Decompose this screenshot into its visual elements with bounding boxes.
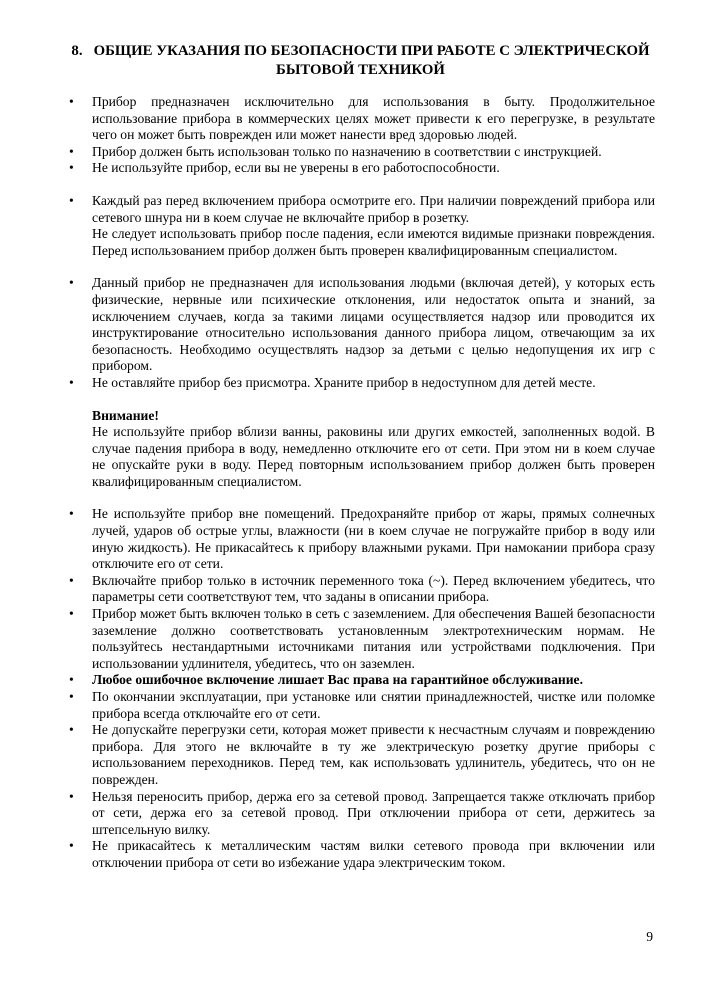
bullet-marker: •	[69, 275, 74, 291]
attention-block	[66, 408, 655, 491]
item-text	[92, 689, 655, 722]
item-text	[92, 573, 655, 606]
bullet-marker: •	[69, 722, 74, 738]
item-text	[92, 160, 655, 177]
paragraph: Каждый раз перед включением прибора осмотрите его. При наличии повреждений прибора или сетевого шнура ни в коем случае не включайте прибор в розетку.	[92, 192, 655, 225]
list-item	[66, 573, 655, 606]
section-title	[66, 42, 655, 80]
list-item	[66, 506, 655, 572]
item-text	[92, 722, 655, 788]
item-text	[92, 275, 655, 375]
paragraph: Не следует использовать прибор после падения, если имеются видимые признаки повреждения. Перед использованием прибор должен быть проверен квалифицированным специалистом.	[92, 226, 655, 258]
bullet-marker: •	[69, 160, 74, 176]
bullet-marker: •	[69, 689, 74, 704]
item-text	[92, 506, 655, 572]
list-item	[66, 193, 655, 259]
bullet-marker: •	[69, 94, 74, 109]
bullet-marker: •	[69, 143, 74, 159]
bullet-marker: •	[69, 672, 74, 688]
list-item	[66, 838, 655, 871]
paragraph: Данный прибор не предназначен для использования людьми (включая детей), у которых есть физические, нервные или психические отклонения, или недостаток опыта и знаний, за исключением случаев, когда за такими лицами осуществляется надзор или проводится их инструктирование относительно использования данного прибора лицом, отвечающим за их безопасность. Необходимо осуществлять надзор за детьми с целью недопущения их игр с прибором.	[92, 275, 655, 374]
item-text	[92, 144, 655, 161]
item-text	[92, 193, 655, 259]
list-item	[66, 789, 655, 839]
list-item	[66, 144, 655, 161]
paragraph: Не оставляйте прибор без присмотра. Храните прибор в недоступном для детей месте.	[92, 374, 596, 390]
page-number: 9	[646, 929, 653, 945]
paragraph: Прибор должен быть использован только по назначению в соответствии с инструкцией.	[92, 143, 602, 159]
list-item	[66, 606, 655, 672]
list-item	[66, 689, 655, 722]
item-text	[92, 606, 655, 672]
paragraph: Нельзя переносить прибор, держа его за сетевой провод. Запрещается также отключать прибор от сети, держа его за сетевой провод. При отключении прибора от сети, держитесь за штепсельную вилку.	[92, 788, 655, 837]
item-text	[92, 375, 655, 392]
list-item	[66, 275, 655, 375]
paragraph: По окончании эксплуатации, при установке или снятии принадлежностей, чистке или поломке прибора всегда отключайте его от сети.	[92, 689, 655, 721]
paragraph: Прибор предназначен исключительно для использования в быту. Продолжительное использование прибора в коммерческих целях может привести к его перегрузке, в результате чего он может быть поврежден или может нанести вред здоровью людей.	[92, 94, 655, 143]
paragraph: Включайте прибор только в источник переменного тока (~). Перед включением убедитесь, что параметры сети соответствуют тем, что заданы в описании прибора.	[92, 572, 655, 605]
list-item	[66, 94, 655, 144]
bullet-marker: •	[69, 572, 74, 588]
bullet-marker: •	[69, 838, 74, 854]
paragraph: Не используйте прибор, если вы не уверены в его работоспособности.	[92, 160, 500, 176]
paragraph: Не прикасайтесь к металлическим частям вилки сетевого провода при включении или отключении прибора от сети во избежание удара электрическим током.	[92, 838, 655, 870]
attention-heading: Внимание!	[92, 407, 159, 423]
bullet-marker: •	[69, 374, 74, 390]
paragraph: Не допускайте перегрузки сети, которая может привести к несчастным случаям и повреждению прибора. Для этого не включайте в ту же электрическую розетку другие приборы с использованием переходников. Перед тем, как использовать удлинитель, убедитесь, что он не поврежден.	[92, 722, 655, 787]
list-item	[66, 672, 655, 689]
list-item	[66, 160, 655, 177]
list-item	[66, 375, 655, 392]
content-list	[66, 94, 655, 872]
item-text	[92, 94, 655, 144]
bullet-marker: •	[69, 192, 74, 208]
list-item	[66, 722, 655, 788]
item-text	[92, 789, 655, 839]
section-title-line1: 8. ОБЩИЕ УКАЗАНИЯ ПО БЕЗОПАСНОСТИ ПРИ РАБОТЕ С ЭЛЕКТРИЧЕСКОЙ	[71, 43, 650, 59]
paragraph: Любое ошибочное включение лишает Вас права на гарантийное обслуживание.	[92, 672, 583, 688]
item-text	[92, 672, 655, 689]
item-text	[92, 408, 655, 491]
bullet-marker: •	[69, 606, 74, 622]
bullet-marker: •	[69, 788, 74, 804]
section-title-line2: БЫТОВОЙ ТЕХНИКОЙ	[276, 62, 445, 78]
bullet-marker: •	[69, 506, 74, 522]
paragraph: Не используйте прибор вне помещений. Предохраняйте прибор от жары, прямых солнечных лучей, ударов об острые углы, влажности (ни в коем случае не погружайте прибор в воду или иную жидкость). Не прикасайтесь к прибору влажными руками. При намокании прибора сразу отключите его от сети.	[92, 506, 655, 572]
item-text	[92, 838, 655, 871]
paragraph: Прибор может быть включен только в сеть с заземлением. Для обеспечения Вашей безопасности заземление должно соответствовать установленным электротехническим нормам. Не пользуйтесь нестандартными источниками питания или устройствами подключения. При использовании удлинителя, убедитесь, что он заземлен.	[92, 606, 655, 671]
paragraph: Не используйте прибор вблизи ванны, раковины или других емкостей, заполненных водой. В случае падения прибора в воду, немедленно отключите его от сети. При этом ни в коем случае не опускайте руки в воду. Перед повторным использованием прибор должен быть проверен квалифицированным специалистом.	[92, 424, 655, 489]
